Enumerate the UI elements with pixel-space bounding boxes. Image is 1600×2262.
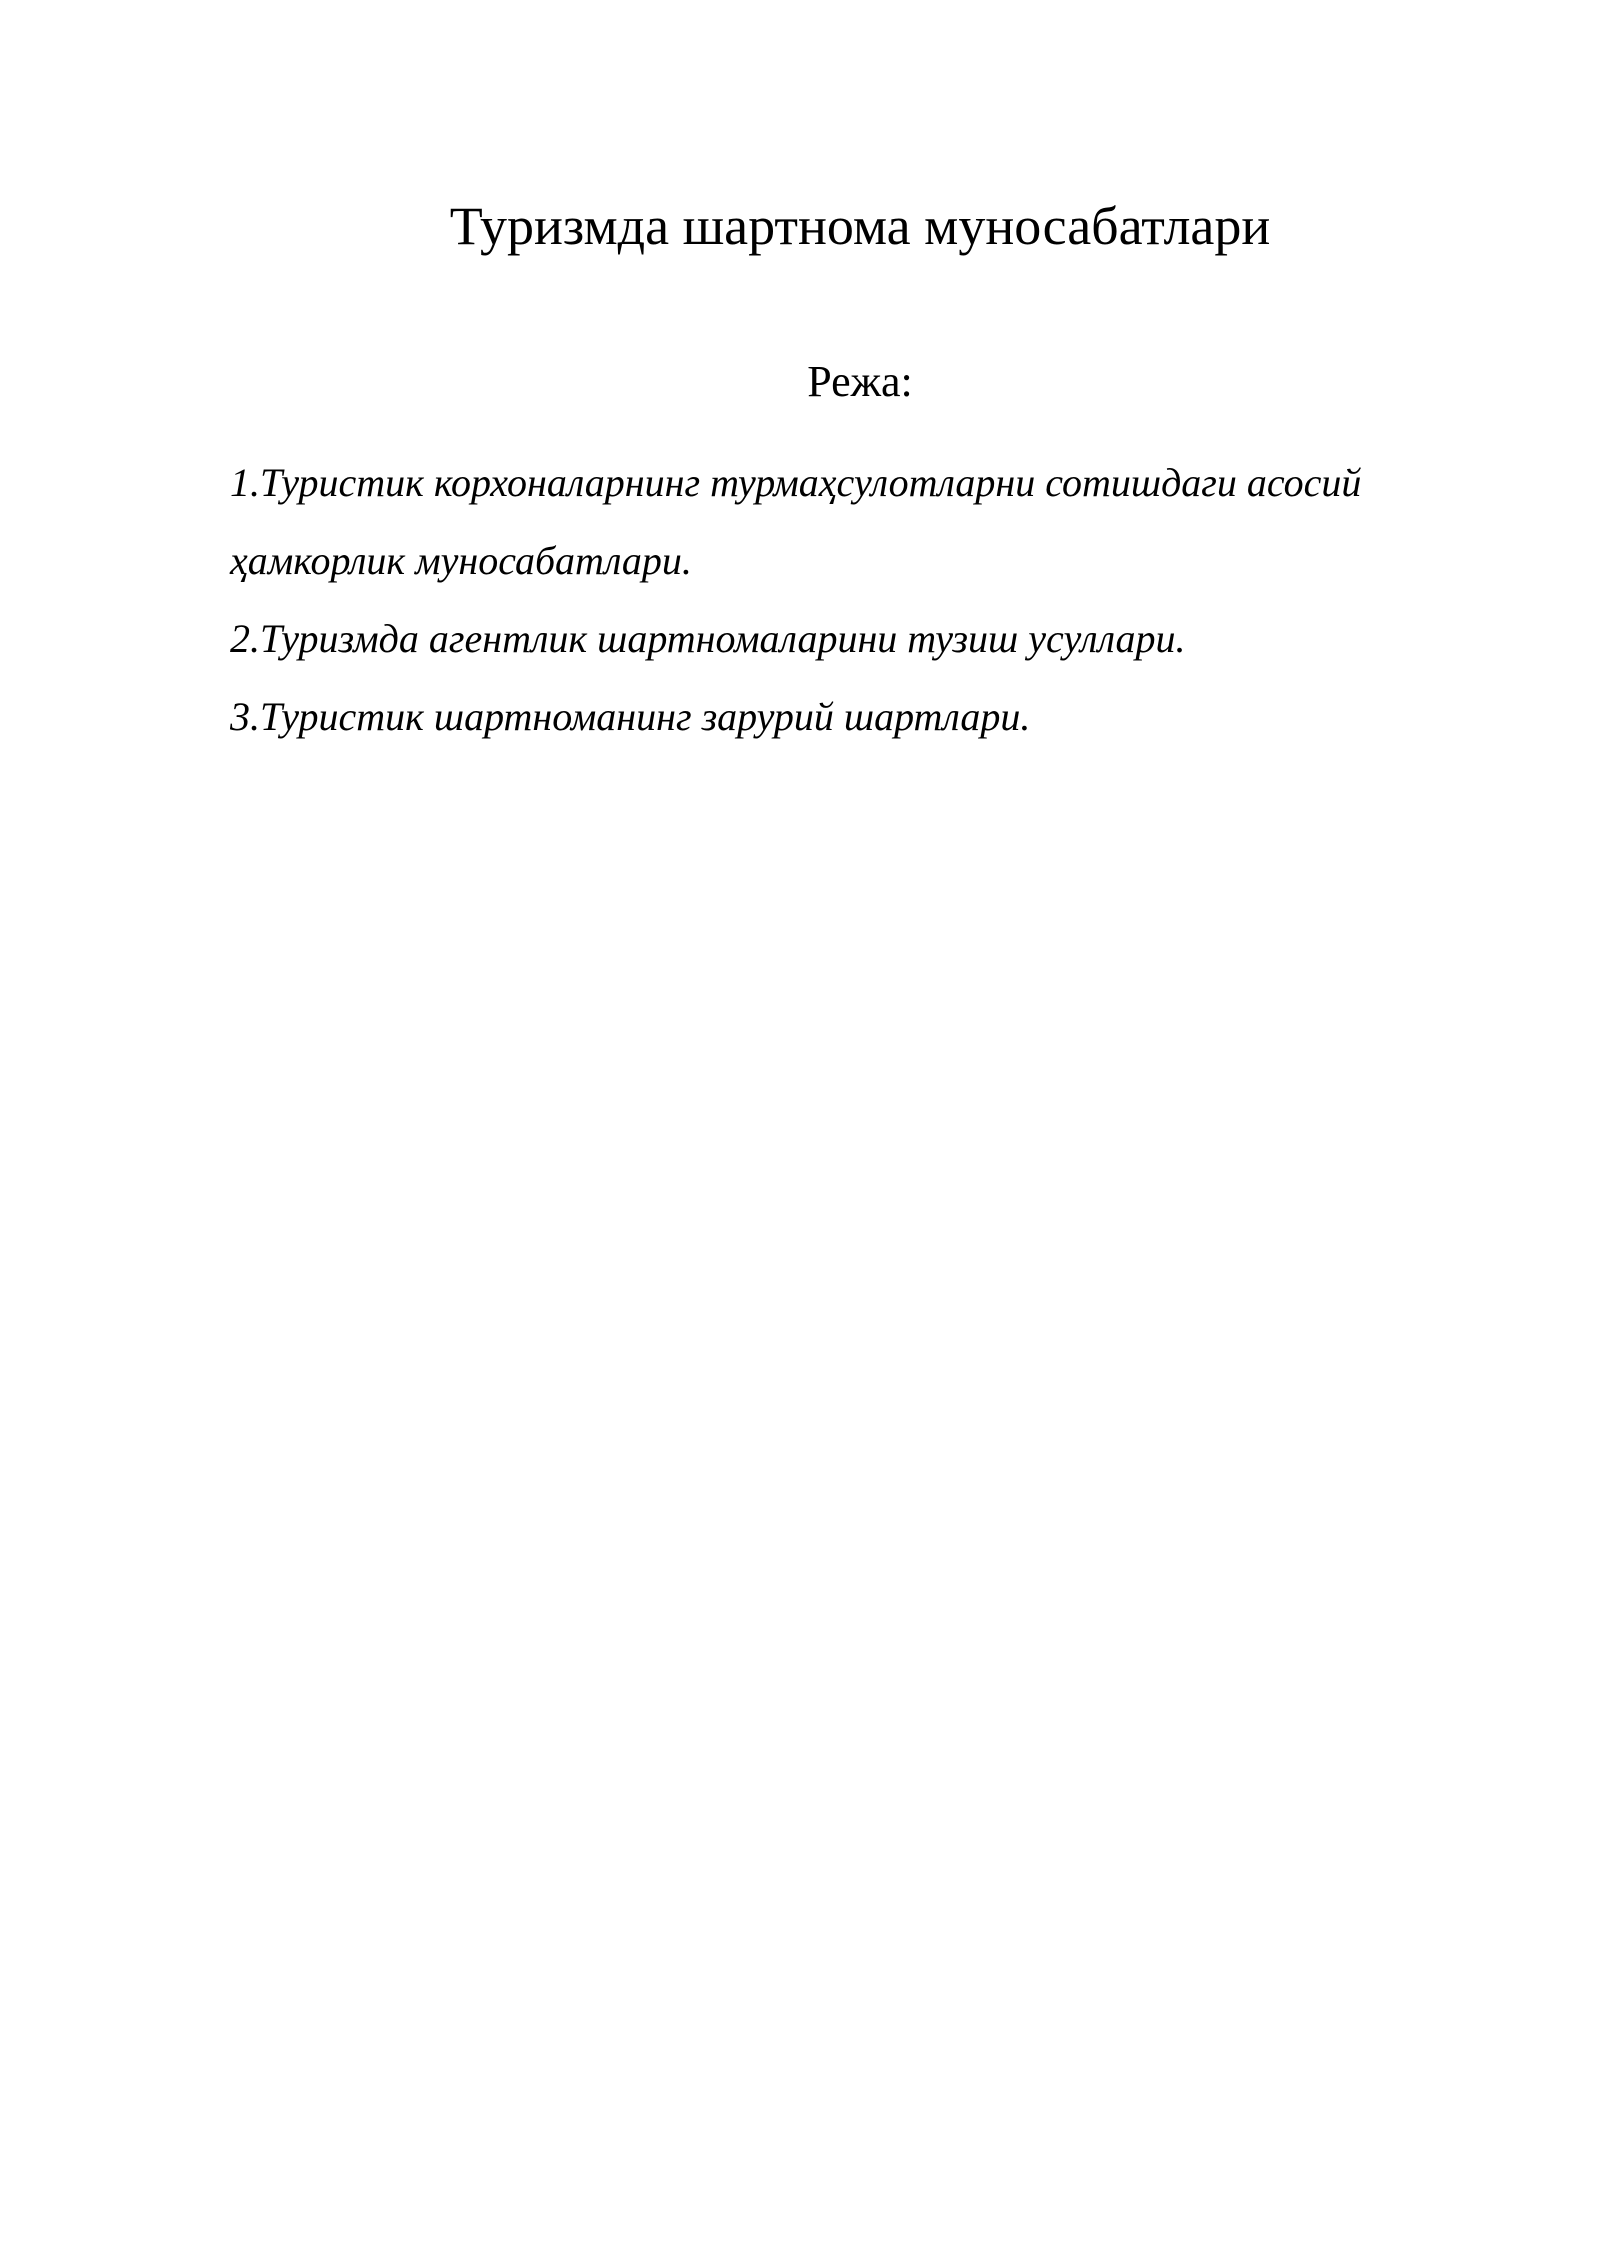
plan-item-2: 2.Туризмда агентлик шартномаларини тузиш усуллари.: [230, 616, 1186, 661]
document-title: Туризмда шартнома муносабатлари: [449, 196, 1271, 257]
plan-list: [230, 444, 1490, 756]
plan-item-1-line-2: ҳамкорлик муносабатлари.: [230, 538, 692, 583]
plan-item-1-line-1: 1.Туристик корхоналарнинг турмаҳсулотларни сотишдаги асосий: [230, 460, 1362, 505]
plan-item-3: 3.Туристик шартноманинг зарурий шартлари.: [230, 694, 1031, 739]
plan-heading: Режа:: [807, 357, 913, 406]
